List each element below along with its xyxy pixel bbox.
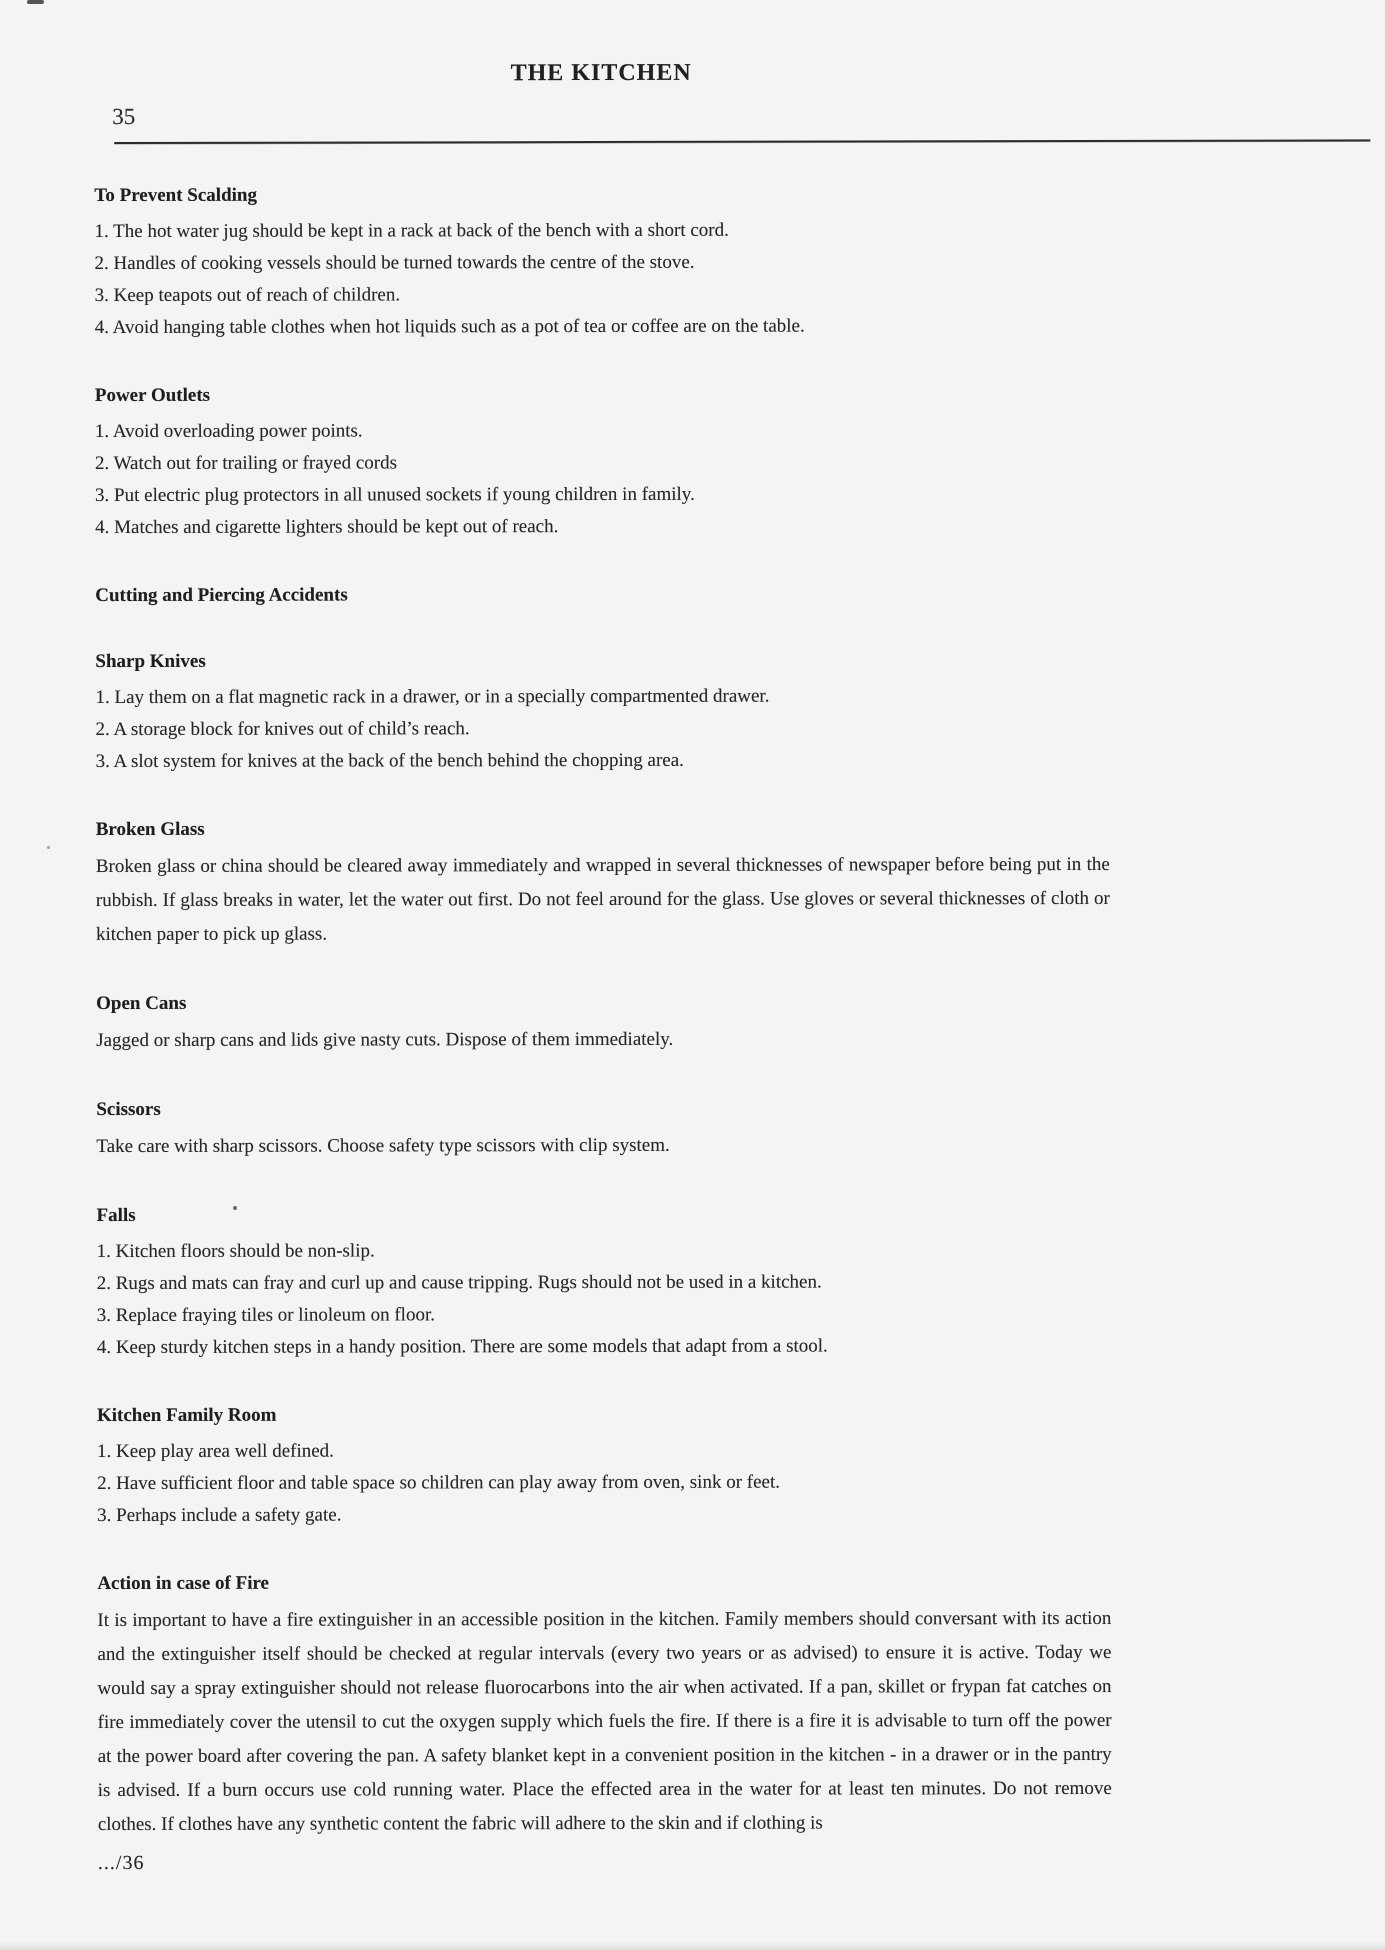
section-heading: Open Cans — [96, 992, 187, 1015]
section-paragraph: Broken glass or china should be cleared away immediately and wrapped in several thicknesses of newspaper before being put in the rubbish. If glass breaks in water, let the water out first. Do not feel around for the glass. Use gloves or several thicknesses of cloth or kitchen paper to pick up glass. — [95, 853, 1110, 946]
list-item: 1. Avoid overloading power points. — [94, 420, 363, 443]
list-item: 2. Watch out for trailing or frayed cords — [94, 452, 398, 475]
section-to-prevent-scalding — [94, 180, 1108, 344]
list-item: 1. Keep play area well defined. — [97, 1440, 334, 1463]
page-number: 35 — [112, 103, 136, 130]
section-paragraph: Jagged or sharp cans and lids give nasty cuts. Dispose of them immediately. — [96, 1028, 674, 1052]
list-item: 2. Handles of cooking vessels should be turned towards the centre of the stove. — [94, 251, 695, 275]
list-item: 1. The hot water jug should be kept in a rack at back of the bench with a short cord. — [94, 219, 729, 243]
section-heading: Power Outlets — [94, 384, 211, 407]
section-scissors — [96, 1094, 1110, 1164]
section-power-outlets — [95, 380, 1109, 544]
scan-artifact-speck — [47, 846, 50, 849]
header-rule — [114, 139, 1370, 144]
section-heading: To Prevent Scalding — [94, 184, 258, 207]
list-item: 4. Matches and cigarette lighters should be kept out of reach. — [95, 516, 559, 539]
list-item: 3. Put electric plug protectors in all unused sockets if young children in family. — [95, 483, 695, 507]
section-heading: Scissors — [96, 1098, 161, 1121]
list-item: 2. A storage block for knives out of child’s reach. — [95, 718, 470, 741]
section-heading: Falls — [96, 1204, 136, 1227]
scan-edge-shadow — [0, 1940, 1385, 1950]
section-falls — [97, 1200, 1111, 1364]
scan-artifact-nick — [27, 0, 44, 4]
list-item: 3. A slot system for knives at the back of the bench behind the chopping area. — [95, 749, 684, 773]
section-action-in-case-of-fire — [97, 1568, 1112, 1842]
section-sharp-knives — [95, 646, 1109, 778]
section-heading: Broken Glass — [95, 818, 205, 841]
list-item: 3. Replace fraying tiles or linoleum on floor. — [96, 1304, 436, 1327]
list-item: 2. Have sufficient floor and table space so children can play away from oven, sink or feet. — [97, 1471, 781, 1495]
section-heading: Action in case of Fire — [97, 1572, 270, 1595]
list-item: 2. Rugs and mats can fray and curl up and cause tripping. Rugs should not be used in a kitchen. — [96, 1271, 822, 1295]
page-title: THE KITCHEN — [510, 59, 692, 87]
scan-artifact-speck — [233, 1206, 237, 1210]
section-heading: Sharp Knives — [95, 650, 206, 673]
list-item: 1. Lay them on a flat magnetic rack in a drawer, or in a specially compartmented drawer. — [95, 685, 770, 709]
section-cutting-and-piercing-accidents — [95, 580, 1109, 610]
section-heading: Cutting and Piercing Accidents — [95, 584, 348, 607]
section-paragraph: Take care with sharp scissors. Choose safety type scissors with clip system. — [96, 1134, 670, 1158]
list-item: 3. Keep teapots out of reach of children. — [94, 284, 401, 307]
list-item: 4. Keep sturdy kitchen steps in a handy position. There are some models that adapt from a stool. — [96, 1335, 828, 1359]
section-heading: Kitchen Family Room — [96, 1404, 277, 1427]
list-item: 4. Avoid hanging table clothes when hot liquids such as a pot of tea or coffee are on the table. — [94, 315, 805, 339]
section-kitchen-family-room — [97, 1400, 1111, 1532]
page-content — [94, 0, 1112, 1875]
section-paragraph: It is important to have a fire extinguisher in an accessible position in the kitchen. Family members should conversant with its action and the extinguisher itself should be checked at regular intervals (every two years or as advised) to ensure it is active. Today we would say a spray extinguisher should not release fluorocarbons into the air when activated. If a pan, skillet or frypan fat catches on fire immediately cover the utensil to cut the oxygen supply which fuels the fire. If there is a fire it is advisable to turn off the power at the power board after covering the pan. A safety blanket kept in a convenient position in the kitchen - in a drawer or in the pantry is advised. If a burn occurs use cold running water. Place the effected area in the water for at least ten minutes. Do not remove clothes. If clothes have any synthetic content the fabric will adhere to the skin and if clothing is — [97, 1607, 1112, 1836]
section-open-cans — [96, 988, 1110, 1058]
section-broken-glass — [96, 814, 1110, 952]
list-item: 1. Kitchen floors should be non-slip. — [96, 1240, 375, 1263]
page-continuation: .../36 — [97, 1851, 145, 1875]
list-item: 3. Perhaps include a safety gate. — [97, 1504, 342, 1527]
